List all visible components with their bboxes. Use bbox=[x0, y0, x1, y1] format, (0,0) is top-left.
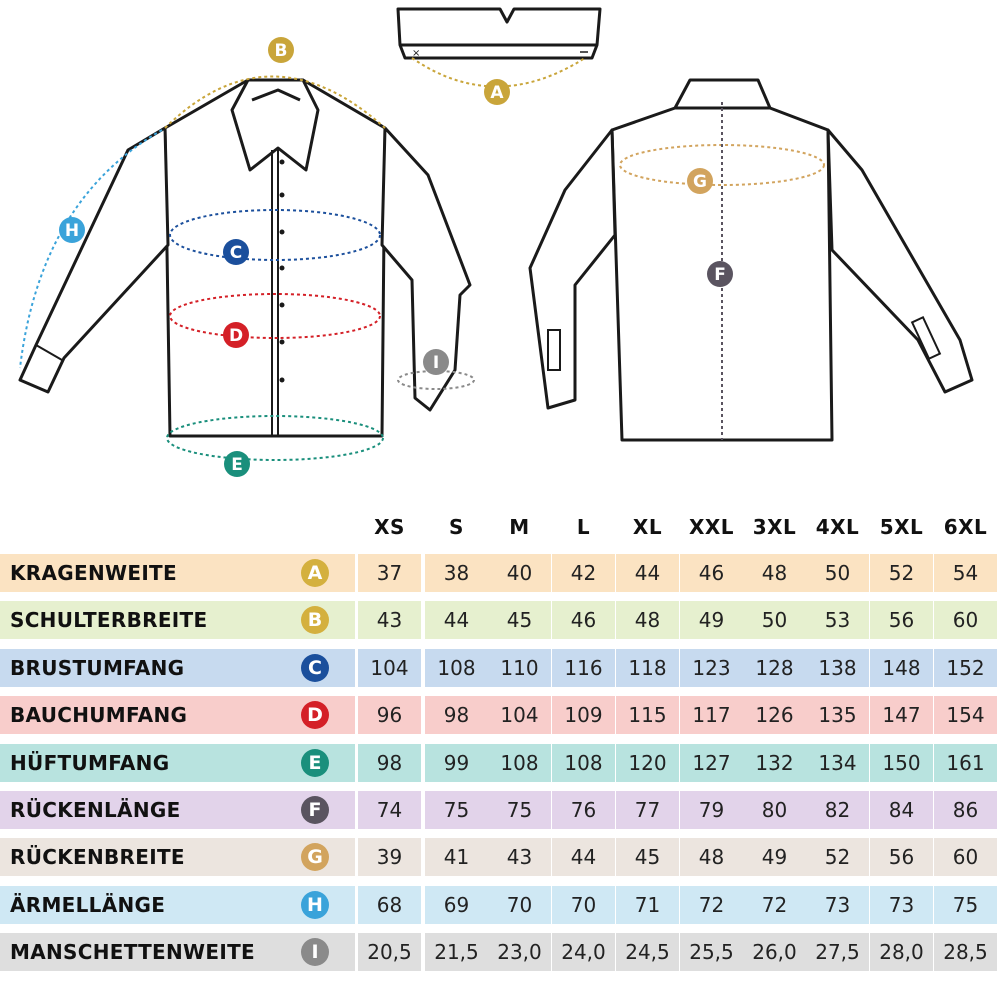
size-value-cell: 28,0 bbox=[870, 933, 933, 971]
measurement-label-cell bbox=[0, 649, 355, 687]
measurement-letter-badge: I bbox=[301, 938, 329, 966]
collar-button-mark: × bbox=[412, 48, 421, 59]
size-value-cell: 108 bbox=[552, 744, 615, 782]
size-value-cell: 74 bbox=[358, 791, 421, 829]
size-value-cell: 23,0 bbox=[488, 933, 551, 971]
size-value-cell: 48 bbox=[680, 838, 743, 876]
size-header-xl: XL bbox=[632, 515, 663, 539]
measurement-letter-badge: A bbox=[301, 559, 329, 587]
size-value-cell: 53 bbox=[806, 601, 869, 639]
size-value-cell: 39 bbox=[358, 838, 421, 876]
size-header-6xl: 6XL bbox=[943, 515, 988, 539]
measurement-letter-badge: H bbox=[301, 891, 329, 919]
svg-text:H: H bbox=[64, 221, 80, 241]
size-value-cell: 132 bbox=[743, 744, 806, 782]
measurement-letter-badge: F bbox=[301, 796, 329, 824]
size-value-cell: 54 bbox=[934, 554, 997, 592]
size-value-cell: 46 bbox=[680, 554, 743, 592]
size-value-cell: 43 bbox=[488, 838, 551, 876]
size-header-s: S bbox=[449, 515, 464, 539]
svg-text:C: C bbox=[229, 243, 243, 263]
size-value-cell: 70 bbox=[488, 886, 551, 924]
size-value-cell: 134 bbox=[806, 744, 869, 782]
size-value-cell: 75 bbox=[425, 791, 488, 829]
size-header-xxl: XXL bbox=[688, 515, 735, 539]
size-value-cell: 72 bbox=[680, 886, 743, 924]
size-value-cell: 109 bbox=[552, 696, 615, 734]
size-value-cell: 108 bbox=[425, 649, 488, 687]
size-value-cell: 75 bbox=[488, 791, 551, 829]
measurement-label: ÄRMELLÄNGE bbox=[10, 893, 166, 917]
size-value-cell: 126 bbox=[743, 696, 806, 734]
size-value-cell: 70 bbox=[552, 886, 615, 924]
size-value-cell: 37 bbox=[358, 554, 421, 592]
size-value-cell: 73 bbox=[870, 886, 933, 924]
measurement-label: RÜCKENLÄNGE bbox=[10, 798, 181, 822]
measurement-label: RÜCKENBREITE bbox=[10, 845, 185, 869]
size-value-cell: 44 bbox=[552, 838, 615, 876]
size-value-cell: 60 bbox=[934, 838, 997, 876]
measurement-row bbox=[0, 554, 1000, 592]
size-value-cell: 117 bbox=[680, 696, 743, 734]
size-value-cell: 80 bbox=[743, 791, 806, 829]
size-value-cell: 27,5 bbox=[806, 933, 869, 971]
measurement-label: KRAGENWEITE bbox=[10, 561, 177, 585]
svg-text:I: I bbox=[432, 353, 440, 373]
size-value-cell: 110 bbox=[488, 649, 551, 687]
size-value-cell: 21,5 bbox=[425, 933, 488, 971]
size-value-cell: 20,5 bbox=[358, 933, 421, 971]
measurement-letter-badge: G bbox=[301, 843, 329, 871]
size-value-cell: 135 bbox=[806, 696, 869, 734]
size-value-cell: 104 bbox=[488, 696, 551, 734]
svg-text:E: E bbox=[231, 455, 243, 475]
size-header-xs: XS bbox=[374, 515, 405, 539]
measurement-row bbox=[0, 696, 1000, 734]
size-value-cell: 50 bbox=[806, 554, 869, 592]
size-value-cell: 52 bbox=[870, 554, 933, 592]
measurement-label-cell bbox=[0, 791, 355, 829]
size-value-cell: 161 bbox=[934, 744, 997, 782]
svg-text:A: A bbox=[490, 83, 504, 103]
size-value-cell: 42 bbox=[552, 554, 615, 592]
size-value-cell: 69 bbox=[425, 886, 488, 924]
size-value-cell: 48 bbox=[743, 554, 806, 592]
measurement-row bbox=[0, 933, 1000, 971]
size-value-cell: 46 bbox=[552, 601, 615, 639]
size-value-cell: 25,5 bbox=[680, 933, 743, 971]
size-value-cell: 50 bbox=[743, 601, 806, 639]
measurement-row bbox=[0, 886, 1000, 924]
measurement-row bbox=[0, 601, 1000, 639]
svg-text:G: G bbox=[693, 172, 707, 192]
size-value-cell: 41 bbox=[425, 838, 488, 876]
size-value-cell: 68 bbox=[358, 886, 421, 924]
size-value-cell: 128 bbox=[743, 649, 806, 687]
measurement-label: BAUCHUMFANG bbox=[10, 703, 188, 727]
size-value-cell: 44 bbox=[616, 554, 679, 592]
size-value-cell: 86 bbox=[934, 791, 997, 829]
size-value-cell: 82 bbox=[806, 791, 869, 829]
measurement-label: BRUSTUMFANG bbox=[10, 656, 185, 680]
size-value-cell: 104 bbox=[358, 649, 421, 687]
size-header-l: L bbox=[576, 515, 591, 539]
size-value-cell: 123 bbox=[680, 649, 743, 687]
size-value-cell: 26,0 bbox=[743, 933, 806, 971]
size-value-cell: 116 bbox=[552, 649, 615, 687]
measurement-label-cell bbox=[0, 933, 355, 971]
size-value-cell: 56 bbox=[870, 601, 933, 639]
size-value-cell: 79 bbox=[680, 791, 743, 829]
measurement-label-cell bbox=[0, 838, 355, 876]
size-value-cell: 127 bbox=[680, 744, 743, 782]
measurement-letter-badge: E bbox=[301, 749, 329, 777]
size-value-cell: 115 bbox=[616, 696, 679, 734]
size-value-cell: 152 bbox=[934, 649, 997, 687]
size-value-cell: 98 bbox=[425, 696, 488, 734]
size-value-cell: 72 bbox=[743, 886, 806, 924]
measurement-label-cell bbox=[0, 696, 355, 734]
size-value-cell: 147 bbox=[870, 696, 933, 734]
size-value-cell: 75 bbox=[934, 886, 997, 924]
measurement-row bbox=[0, 838, 1000, 876]
svg-text:F: F bbox=[714, 265, 726, 285]
measurement-row bbox=[0, 744, 1000, 782]
size-header-m: M bbox=[509, 515, 530, 539]
measurement-letter-badge: C bbox=[301, 654, 329, 682]
size-value-cell: 44 bbox=[425, 601, 488, 639]
size-value-cell: 73 bbox=[806, 886, 869, 924]
measurement-label-cell bbox=[0, 744, 355, 782]
size-value-cell: 45 bbox=[616, 838, 679, 876]
measurement-letter-badge: D bbox=[301, 701, 329, 729]
svg-text:B: B bbox=[274, 41, 288, 61]
size-value-cell: 24,0 bbox=[552, 933, 615, 971]
measurement-label-cell bbox=[0, 554, 355, 592]
size-value-cell: 96 bbox=[358, 696, 421, 734]
measurement-letter-badge: B bbox=[301, 606, 329, 634]
size-value-cell: 154 bbox=[934, 696, 997, 734]
size-value-cell: 138 bbox=[806, 649, 869, 687]
size-value-cell: 49 bbox=[680, 601, 743, 639]
size-value-cell: 76 bbox=[552, 791, 615, 829]
size-value-cell: 28,5 bbox=[934, 933, 997, 971]
size-header-5xl: 5XL bbox=[879, 515, 924, 539]
size-value-cell: 38 bbox=[425, 554, 488, 592]
size-value-cell: 24,5 bbox=[616, 933, 679, 971]
measurement-label-cell bbox=[0, 886, 355, 924]
size-value-cell: 40 bbox=[488, 554, 551, 592]
measurement-label: SCHULTERBREITE bbox=[10, 608, 208, 632]
size-header-3xl: 3XL bbox=[752, 515, 797, 539]
size-value-cell: 71 bbox=[616, 886, 679, 924]
svg-text:D: D bbox=[228, 326, 244, 346]
size-value-cell: 43 bbox=[358, 601, 421, 639]
measurement-label-cell bbox=[0, 601, 355, 639]
size-value-cell: 150 bbox=[870, 744, 933, 782]
size-value-cell: 148 bbox=[870, 649, 933, 687]
size-header-4xl: 4XL bbox=[815, 515, 860, 539]
size-value-cell: 120 bbox=[616, 744, 679, 782]
size-value-cell: 98 bbox=[358, 744, 421, 782]
size-value-cell: 45 bbox=[488, 601, 551, 639]
measurement-row bbox=[0, 791, 1000, 829]
size-value-cell: 60 bbox=[934, 601, 997, 639]
size-value-cell: 48 bbox=[616, 601, 679, 639]
size-value-cell: 118 bbox=[616, 649, 679, 687]
measurement-label: HÜFTUMFANG bbox=[10, 751, 170, 775]
size-value-cell: 99 bbox=[425, 744, 488, 782]
size-value-cell: 77 bbox=[616, 791, 679, 829]
size-value-cell: 56 bbox=[870, 838, 933, 876]
size-value-cell: 84 bbox=[870, 791, 933, 829]
measurement-label: MANSCHETTENWEITE bbox=[10, 940, 256, 964]
measurement-row bbox=[0, 649, 1000, 687]
size-value-cell: 108 bbox=[488, 744, 551, 782]
size-value-cell: 49 bbox=[743, 838, 806, 876]
size-value-cell: 52 bbox=[806, 838, 869, 876]
